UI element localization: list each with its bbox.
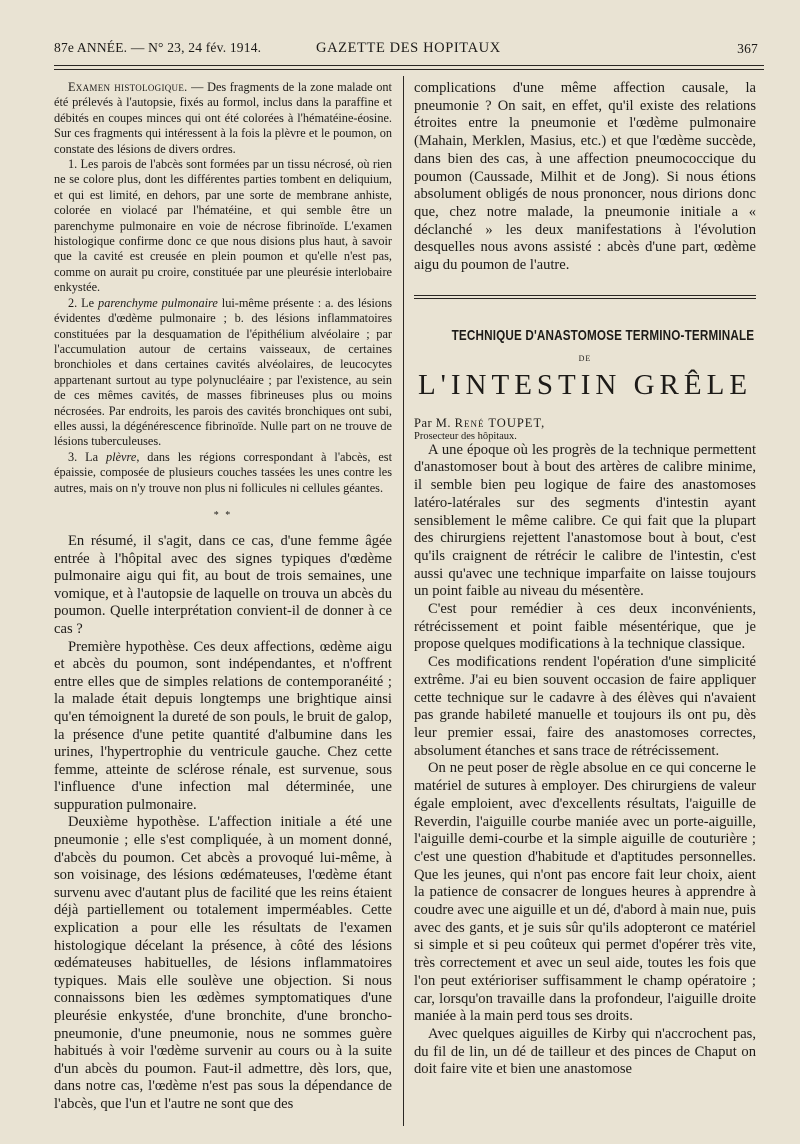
article-paragraph-4: On ne peut poser de règle absolue en ce qui concerne le matériel de sutures à employer. Des chirurgiens de valeur égale emploient, avec d'excellents résultats, l'aiguille de Reverdin, l'aiguille courbe maniée avec un porte-aiguille, l'aiguille demi-courbe et la simple aiguille de couturière ; c'est une question d'habitude et d'aptitudes personnelles. Que les jeunes, qui n'ont pas encore fait leur choix, aient la patience de consacrer de longues heures à apprendre à coudre avec une aiguille et un dé, d'abord à main nue, puis avec des gants, et je suis sûr qu'ils adopteront ce matériel si simple et si peu coûteux qui permet d'opérer très vite, très correctement et avec un seul aide, toutes les fois que l'on peut extérioriser suffisamment le champ opératoire ; car, lorsqu'on travaille dans la profondeur, l'aiguille droite maniée à la main perd tous ses droits. (414, 760, 756, 1025)
article-paragraph-1: A une époque où les progrès de la technique permettent d'anastomoser bout à bout des artères de calibre minime, il semble bien peu logique de faire des anastomoses latéro-latérales sur des segments d'intestin ayant sensiblement le même calibre. Ce qui fait que la plupart des chirurgiens rejettent l'anastomose bout à bout, c'est qu'ils craignent de rétrécir le calibre de l'intestin, c'est aussi qu'avec une technique imparfaite on laisse toujours un point faible au niveau du mésentère. (414, 441, 756, 600)
finding-2-term: parenchyme pulmonaire (98, 295, 218, 310)
exam-paragraph (54, 80, 392, 157)
issue-line: 87e ANNÉE. — N° 23, 24 fév. 1914. (54, 40, 262, 55)
histology-section (54, 80, 392, 496)
article-paragraph-5: Avec quelques aiguilles de Kirby qui n'accrochent pas, du fil de lin, un dé de tailleur et des pinces de Chaput on doit faire vite et bien une anastomose (414, 1025, 756, 1078)
paragraph-hypothesis-2: Deuxième hypothèse. L'affection initiale a été une pneumonie ; elle s'est compliquée, à un moment donné, d'abcès du poumon. Cet abcès a provoqué lui-même, à son voisinage, des lésions œdémateuses, l'œdème étant survenu avec d'autant plus de facilité que les reins étaient déjà partiellement ou totalement imperméables. Cette explication a pour elle les résultats de l'examen histologique décelant la présence, à côté des lésions œdémateuses habituelles, de lésions inflammatoires typiques. Mais elle soulève une objection. Si nous connaissons bien les œdèmes symptomatiques d'une pleurésie enkystée, d'une bronchite, d'une broncho-pneumonie, d'une pneumonie, nous ne sommes guère habitués à voir l'œdème survenir au cours ou à la suite d'un abcès du poumon. Faut-il admettre, dès lors, que, dans notre cas, l'œdème n'est pas sous la dépendance de l'abcès, que l'un et l'autre ne sont que des (54, 814, 392, 1112)
author-role: Prosecteur des hôpitaux. (414, 430, 517, 442)
exam-heading: Examen histologique. (68, 80, 188, 94)
finding-2-text: lui-même présente : a. des lésions évidentes d'œdème pulmonaire ; b. des lésions inflammatoires constituées par la desquamation de l'épithélium alvéolaire ; par l'accumulation autour de certains vaisseaux, de certaines bronchioles et dans certaines cavités alvéolaires, de leucocytes appartenant surtout au type polynucléaire ; par l'existence, au sein de ces mêmes cavités, de masses fibrineuses plus ou moins nécrosées. Par endroits, les parois des cavités bronchiques ont subi, elles aussi, la dégénérescence fibrinoïde. Nulle part on ne trouve de lésions tuberculeuses. (54, 295, 392, 449)
column-divider (403, 76, 404, 1126)
finding-2-prefix: 2. Le (68, 295, 99, 310)
article-body (414, 442, 756, 1079)
exam-intro: — Des fragments de la zone malade ont été prélevés à l'autopsie, fixés au formol, inclus dans la paraffine et débités en coupes minces qui ont été colorées à l'hématéine-éosine. Sur ces fragments qui intéressent à la fois la plèvre et le poumon, on constate des lésions de divers ordres. (54, 80, 392, 156)
section-separator: * * (213, 509, 233, 521)
finding-1: 1. Les parois de l'abcès sont formées par un tissu nécrosé, où rien ne se colore plus, dont les différentes parties tombent en deliquium, et qui est limité, en dehors, par une sorte de membrane anhiste, colorée en violacé par l'hématéine, et qui semble être un parenchyme pulmonaire en voie de nécrose fibrinoïde. L'examen histologique confirme donc ce que nous disions plus haut, à savoir que la cavité est creusée en plein poumon et qu'elle n'est pas, comme on aurait pu croire, constituée par une pleurésie interlobaire enkystée. (54, 157, 392, 295)
continuation-section (414, 80, 756, 275)
author-prefix: Par M. (414, 415, 455, 430)
page-number: 367 (737, 41, 758, 56)
journal-title: GAZETTE DES HOPITAUX (316, 40, 501, 56)
article-title-line-2: L'INTESTIN GRÊLE (417, 368, 753, 401)
running-header (54, 40, 760, 60)
article-paragraph-2: C'est pour remédier à ces deux inconvénients, rétrécissement et point faible mésentérique, que je propose quelques modifications à la technique classique. (414, 601, 756, 653)
article-title-line-1: TECHNIQUE D'ANASTOMOSE TERMINO-TERMINALE (451, 326, 755, 344)
finding-3 (54, 450, 392, 496)
header-rule-bottom (54, 69, 764, 70)
finding-3-text: , dans les régions correspondant à l'abcès, est épaissie, composée de plusieurs couches tassées les unes contre les autres, mais on n'y trouve non plus ni follicules ni cellules géantes. (54, 449, 392, 495)
finding-3-prefix: 3. La (68, 449, 107, 464)
paragraph-resume: En résumé, il s'agit, dans ce cas, d'une femme âgée entrée à l'hôpital avec des signes typiques d'œdème pulmonaire aigu qui fit, au bout de trois semaines, une vomique, et à l'autopsie de laquelle on trouva un abcès du poumon. Quelle interprétation convient-il de donner à ce cas ? (54, 532, 392, 637)
article-rule-top (414, 295, 756, 296)
continuation-paragraph: complications d'une même affection causale, la pneumonie ? On sait, en effet, qu'il existe des relations étroites entre la pneumonie et l'œdème pulmonaire (Mahain, Merklen, Masius, etc.) et que l'œdème succède, dans bien des cas, à une affection pneumococcique du poumon (Caussade, Milhit et de Jong). Si nous étions absolument obligés de nous prononcer, nous dirions donc que, chez notre malade, la pneumonie initiale a « déclanché » les deux manifestations à l'évolution desquelles nous avons assisté : abcès d'une part, œdème aigu du poumon de l'autre. (414, 80, 756, 274)
article-title-de: DE (578, 353, 592, 363)
discussion-section (54, 533, 392, 1114)
header-rule-top (54, 65, 764, 66)
paragraph-hypothesis-1: Première hypothèse. Ces deux affections, œdème aigu et abcès du poumon, sont indépendantes, et n'offrent entre elles que de simples relations de contemporanéité ; la malade était depuis longtemps une brightique ainsi qu'en témoignent la dureté de son pouls, le bruit de galop, la présence d'une petite quantité d'albumine dans les urines, l'hypertrophie du ventricule gauche. Chez cette femme, atteinte de sclérose rénale, est survenue, sous l'influence d'une infection mal déterminée, une suppuration pulmonaire. (54, 638, 392, 813)
left-column (54, 80, 392, 1114)
finding-3-term: plèvre (106, 449, 137, 464)
article-author (414, 416, 756, 431)
author-name: René TOUPET, (454, 415, 546, 430)
finding-2 (54, 296, 392, 450)
article-paragraph-3: Ces modifications rendent l'opération d'une simplicité extrême. J'ai eu bien souvent occasion de faire appliquer cette technique sur le cadavre à des élèves qui n'avaient pas grande habileté manuelle et toujours ils ont pu, dès leur premier essai, faire des anastomoses correctes, absolument étanches et sans trace de rétrécissement. (414, 654, 756, 759)
right-column (414, 80, 756, 1079)
article-rule-bottom (414, 298, 756, 299)
